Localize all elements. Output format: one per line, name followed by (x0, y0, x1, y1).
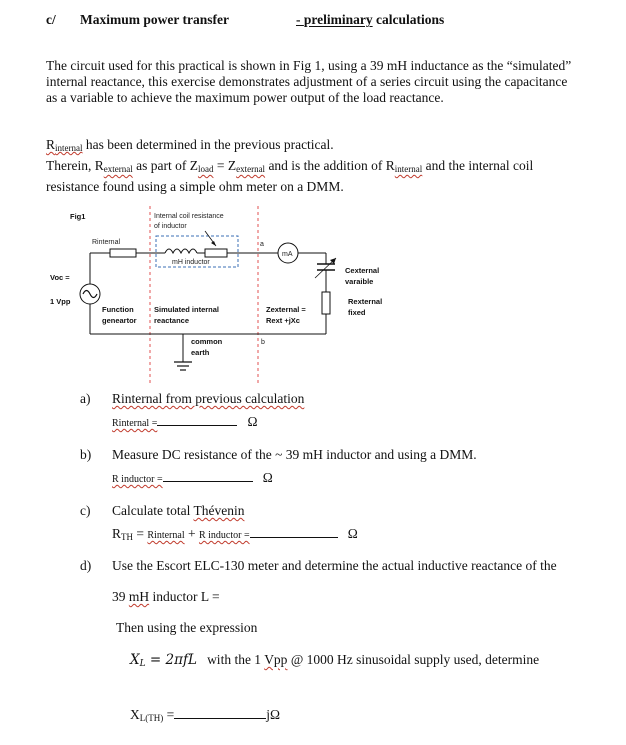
item-b-text: Measure DC resistance of the ~ 39 mH inductor and using a DMM. (112, 447, 477, 462)
item-c-equation: $R_{TH}$ = Rinternal + R inductor = Ω (112, 526, 358, 542)
zexternal-label-1: Zexternal = (266, 305, 306, 314)
internal-coil-label-1: Internal coil resistance (154, 213, 224, 220)
rexternal-label-2: fixed (348, 308, 366, 317)
item-a-unit: Ω (247, 414, 258, 429)
note-line-2: Therein, $R_{external}$ as part of $Z_{load} = Z_{external}$ and is the addition of $R_{internal}$ and the internal coil (46, 158, 534, 174)
node-a: a (260, 241, 264, 248)
internal-coil-label-2: of inductor (154, 223, 187, 230)
intro-line-3: as a variable to achieve the maximum power output of the load reactance. (46, 90, 444, 105)
inductor-coil (165, 249, 197, 253)
item-a-text: Rinternal from previous calculation (112, 391, 305, 406)
item-b-marker: b) (80, 447, 92, 462)
circuit-diagram (50, 206, 400, 386)
prelim-prefix: - (296, 12, 304, 27)
section-marker: c/ (46, 12, 56, 27)
item-d-line-3: Then using the expression (116, 620, 258, 635)
item-b-label: R inductor = (112, 474, 163, 485)
function-label-2: geneartor (102, 316, 137, 325)
item-a-answer (112, 414, 258, 430)
meter-label: mA (282, 251, 293, 258)
item-c-unit: Ω (347, 526, 358, 541)
common-label-2: earth (191, 348, 210, 357)
rexternal-label-1: Rexternal (348, 297, 383, 306)
item-d-blank[interactable] (174, 707, 266, 719)
item-a-label: Rinternal = (112, 418, 158, 429)
rinternal-resistor (110, 249, 136, 257)
fig-label: Fig1 (70, 212, 86, 221)
page-title: Maximum power transfer (80, 12, 229, 27)
prelim-word: preliminary (303, 12, 373, 27)
simulated-label-2: reactance (154, 316, 190, 325)
zexternal-label-2: Rext +jXc (266, 316, 300, 325)
function-label-1: Function (102, 305, 134, 314)
voc-label: Voc = (50, 273, 70, 282)
item-d-line-1: Use the Escort ELC-130 meter and determine the actual inductive reactance of the (112, 558, 557, 573)
prelim-suffix: calculations (372, 12, 445, 27)
formula: $X_L = 2\pi fL$ (130, 652, 197, 669)
item-d-result: $X_{L(TH)} = j\Omega$ (130, 707, 281, 723)
intro-line-1: The circuit used for this practical is shown in Fig 1, using a 39 mH inductance as the “simulated” (46, 58, 572, 73)
item-c-marker: c) (80, 503, 91, 518)
note-line-3: resistance found using a simple ohm meter on a DMM. (46, 179, 344, 194)
item-c-blank[interactable] (250, 526, 338, 538)
intro-paragraph (46, 58, 594, 106)
node-b: b (261, 339, 265, 346)
rinternal-label: Rinternal (92, 239, 121, 246)
item-c-text: Calculate total Thévenin (112, 503, 245, 518)
mh-inductor-label: mH inductor (172, 259, 210, 266)
item-a-blank[interactable] (157, 414, 237, 426)
coil-resistor (205, 249, 227, 257)
vpp-label: 1 Vpp (50, 297, 71, 306)
item-a-marker: a) (80, 391, 91, 406)
intro-line-2: internal reactance, this exercise demonstrates adjustment of a series circuit using the capacitance (46, 74, 568, 89)
rinternal-term: $R_{internal}$ (46, 137, 83, 153)
item-d-line-2: 39 mH inductor L = (112, 589, 220, 604)
item-d-unit: jΩ (266, 707, 281, 722)
note-line-1: $R_{internal}$ has been determined in the previous practical. (46, 137, 334, 153)
header-subtitle (296, 12, 444, 28)
cexternal-label-1: Cexternal (345, 266, 380, 275)
common-label-1: common (191, 337, 223, 346)
rexternal-resistor (322, 292, 330, 314)
note-paragraph (46, 136, 594, 195)
item-b-unit: Ω (262, 470, 273, 485)
item-d-formula-line: $X_L = 2\pi fL$ with the 1 Vpp @ 1000 Hz sinusoidal supply used, determine (130, 652, 540, 669)
item-d-marker: d) (80, 558, 92, 573)
item-b-answer (112, 470, 273, 486)
simulated-label-1: Simulated internal (154, 305, 220, 314)
item-b-blank[interactable] (163, 470, 253, 482)
cexternal-label-2: varaible (345, 277, 374, 286)
